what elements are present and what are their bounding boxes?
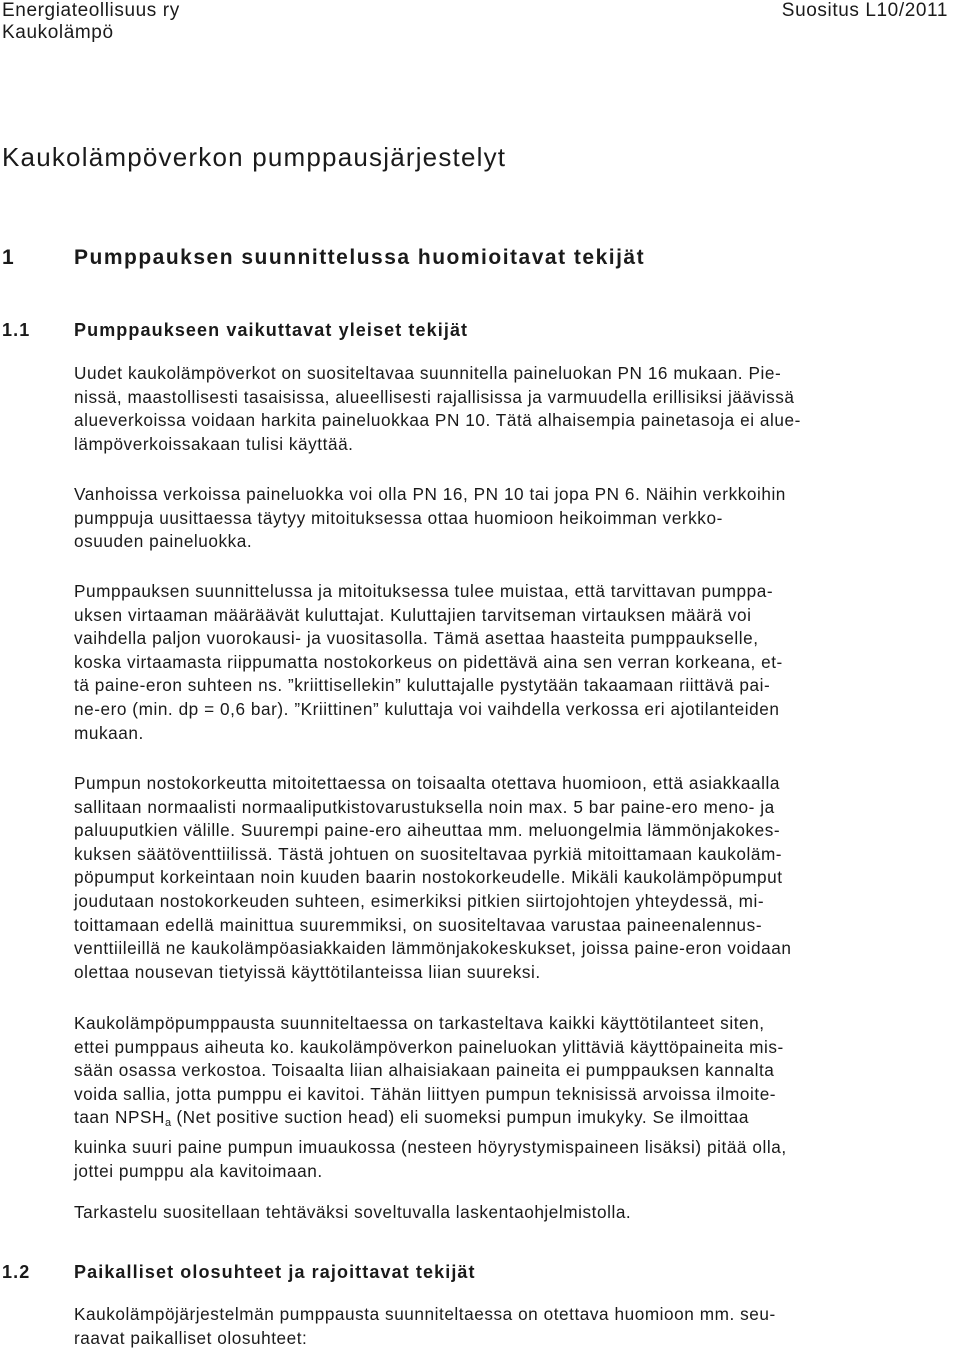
- text-line: nissä, maastollisesti tasaisissa, alueellisesti rajallisissa ja varmuudella erillisiksi jäävissä: [74, 386, 795, 407]
- text-line: mukaan.: [74, 722, 144, 743]
- document-reference: Suositus L10/2011: [781, 0, 948, 21]
- text-line: jottei pumppu ala kavitoimaan.: [74, 1160, 323, 1181]
- text-line: koska virtaamasta riippumatta nostokorkeus on pidettävä aina sen verran korkeana, et-: [74, 651, 783, 672]
- section-number: 1.1: [2, 320, 31, 340]
- npsh-suffix: (Net positive suction head) eli suomeksi pumpun imukyky. Se ilmoittaa: [171, 1107, 749, 1128]
- text-line: voida sallia, jotta pumppu ei kavitoi. Tähän liittyen pumpun teknisissä arvoissa ilmoite-: [74, 1083, 777, 1104]
- text-line: uksen virtaaman määräävät kuluttajat. Kuluttajien tarvitseman virtauksen määrä voi: [74, 604, 752, 625]
- section-title: Paikalliset olosuhteet ja rajoittavat tekijät: [74, 1262, 476, 1282]
- paragraph-pressure-class-old: [74, 483, 958, 554]
- section-1-2-heading: [2, 1262, 476, 1283]
- text-line: sään osassa verkostoa. Toisaalta liian alhaisiakaan paineita ei pumppauksen kannalta: [74, 1060, 775, 1081]
- department-name: Kaukolämpö: [2, 22, 114, 43]
- text-line: Uudet kaukolämpöverkot on suositeltavaa suunnitella paineluokan PN 16 mukaan. Pie-: [74, 363, 782, 383]
- text-line: tä paine-eron suhteen ns. ”kriittisellekin” kuluttajalle pystytään takaamaan riittävä pai-: [74, 675, 771, 696]
- document-header-left: [2, 0, 180, 44]
- text-line: osuuden paineluokka.: [74, 531, 253, 552]
- section-1-heading: [2, 246, 645, 270]
- text-line-npsh: [74, 1106, 958, 1136]
- paragraph-pump-head: [74, 772, 958, 984]
- text-line: toittamaan edellä mainittua suuremmiksi, on suositeltavaa varustaa paineenalennus-: [74, 914, 763, 935]
- text-line: paluuputkien välille. Suurempi paine-ero aiheuttaa mm. meluongelmia lämmönjakokes-: [74, 820, 781, 841]
- paragraph-calculation-software: [74, 1201, 958, 1225]
- text-line: lämpöverkoissakaan tulisi käyttää.: [74, 433, 354, 454]
- section-title: Pumppaukseen vaikuttavat yleiset tekijät: [74, 320, 469, 340]
- text-line: kuksen säätöventtiilissä. Tästä johtuen on suositeltavaa pyrkiä mitoittamaan kaukoläm-: [74, 843, 783, 864]
- text-line: ne-ero (min. dp = 0,6 bar). ”Kriittinen” kuluttaja voi vaihdella verkossa eri ajotilanteiden: [74, 698, 780, 719]
- text-line: vaihdella paljon vuorokausi- ja vuositasolla. Tämä asettaa haasteita pumppaukselle,: [74, 628, 759, 649]
- text-line: Vanhoissa verkoissa paineluokka voi olla PN 16, PN 10 tai jopa PN 6. Näihin verkkoihin: [74, 484, 786, 504]
- text-line: olettaa nousevan tietyissä käyttötilanteissa liian suureksi.: [74, 961, 541, 982]
- text-line: pöpumput korkeintaan noin kuuden baarin nostokorkeudelle. Mikäli kaukolämpöpumput: [74, 867, 783, 888]
- text-line: raavat paikalliset olosuhteet:: [74, 1327, 308, 1348]
- npsh-subscript: a: [164, 1117, 172, 1130]
- text-line: alueverkoissa voidaan harkita paineluokkaa PN 10. Tätä alhaisempia painetasoja ei alue-: [74, 410, 801, 431]
- npsh-prefix: taan NPSH: [74, 1107, 165, 1128]
- text-line: Pumppauksen suunnittelussa ja mitoituksessa tulee muistaa, että tarvittavan pumppa-: [74, 581, 774, 601]
- paragraph-cavitation: [74, 1012, 958, 1183]
- text-line: venttiileillä ne kaukolämpöasiakkaiden lämmönjakokeskukset, joissa paine-eron voidaan: [74, 938, 792, 959]
- text-line: Tarkastelu suositellaan tehtäväksi soveltuvalla laskentaohjelmistolla.: [74, 1202, 632, 1222]
- text-line: sallitaan normaalisti normaaliputkistovarustuksella noin max. 5 bar paine-ero meno- ja: [74, 796, 775, 817]
- document-title: Kaukolämpöverkon pumppausjärjestelyt: [2, 142, 507, 172]
- section-number: 1: [2, 246, 16, 269]
- paragraph-flow-design: [74, 580, 958, 745]
- text-line: Kaukolämpöpumppausta suunniteltaessa on tarkasteltava kaikki käyttötilanteet siten,: [74, 1013, 765, 1033]
- text-line: Pumpun nostokorkeutta mitoitettaessa on toisaalta otettava huomioon, että asiakkaalla: [74, 773, 781, 793]
- section-number: 1.2: [2, 1262, 31, 1282]
- paragraph-pressure-class-new: [74, 362, 958, 456]
- text-line: pumppuja uusittaessa täytyy mitoituksessa ottaa huomioon heikoimman verkko-: [74, 507, 723, 528]
- text-line: ettei pumppaus aiheuta ko. kaukolämpöverkon paineluokan ylittäviä käyttöpaineita mis-: [74, 1036, 784, 1057]
- section-title: Pumppauksen suunnittelussa huomioitavat tekijät: [74, 246, 646, 269]
- text-line: joudutaan nostokorkeuden suhteen, esimerkiksi pitkien siirtojohtojen yhteydessä, mi-: [74, 890, 765, 911]
- paragraph-local-conditions: [74, 1303, 958, 1350]
- section-1-1-heading: [2, 320, 468, 341]
- text-line: Kaukolämpöjärjestelmän pumppausta suunniteltaessa on otettava huomioon mm. seu-: [74, 1304, 776, 1324]
- organization-name: Energiateollisuus ry: [2, 0, 180, 21]
- text-line: kuinka suuri paine pumpun imuaukossa (nesteen höyrystymispaineen lisäksi) pitää olla,: [74, 1136, 787, 1157]
